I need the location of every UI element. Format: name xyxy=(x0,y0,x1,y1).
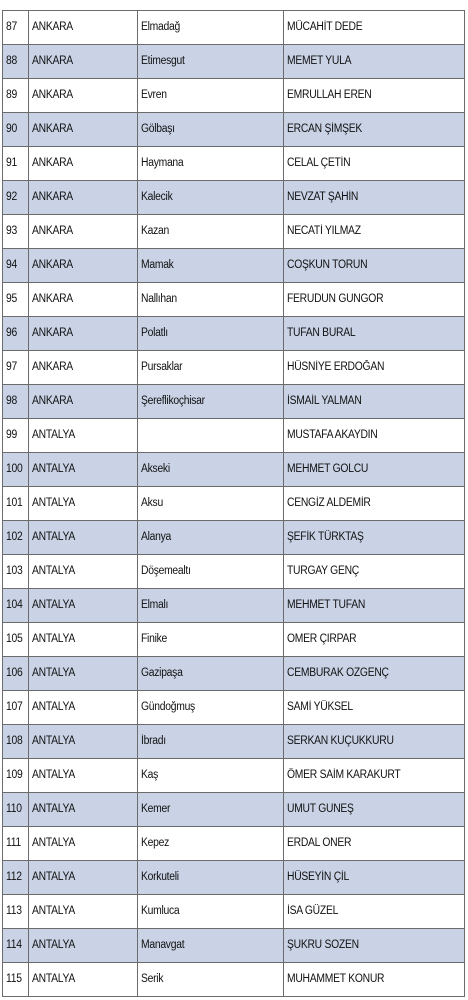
table-row xyxy=(3,657,465,691)
province-cell xyxy=(29,113,138,146)
district-cell xyxy=(138,861,285,894)
mayor-name-cell-text: CELAL ÇETİN xyxy=(287,157,351,169)
district-cell-text: Gündoğmuş xyxy=(140,701,195,713)
province-cell-text: ANTALYA xyxy=(31,633,75,645)
district-cell xyxy=(138,487,285,520)
row-number-cell-text: 114 xyxy=(6,939,22,951)
mayor-name-cell xyxy=(284,521,465,554)
mayor-name-cell xyxy=(284,45,465,78)
row-number-cell-text: 92 xyxy=(6,191,17,203)
province-cell xyxy=(29,283,138,316)
district-cell xyxy=(138,351,285,384)
mayor-name-cell xyxy=(284,385,465,418)
table-row xyxy=(3,11,465,45)
mayor-name-cell-text: MEMET YULA xyxy=(287,55,352,67)
province-cell-text: ANKARA xyxy=(31,225,73,237)
mayor-name-cell-text: MUHAMMET KONUR xyxy=(287,973,385,985)
province-cell-text: ANTALYA xyxy=(31,701,75,713)
row-number-cell-text: 105 xyxy=(6,633,23,645)
table-row xyxy=(3,385,465,419)
table-row xyxy=(3,861,465,895)
row-number-cell xyxy=(3,351,29,384)
row-number-cell-text: 104 xyxy=(6,599,23,611)
table-row xyxy=(3,895,465,929)
province-cell-text: ANTALYA xyxy=(31,939,75,951)
province-cell xyxy=(29,725,138,758)
province-cell-text: ANTALYA xyxy=(31,769,75,781)
district-cell xyxy=(138,827,285,860)
mayor-name-cell-text: MÜCAHİT DEDE xyxy=(287,21,363,33)
row-number-cell xyxy=(3,793,29,826)
row-number-cell-text: 108 xyxy=(6,735,23,747)
row-number-cell-text: 109 xyxy=(6,769,23,781)
province-cell-text: ANKARA xyxy=(31,55,73,67)
district-cell-text: Aksu xyxy=(140,497,163,509)
province-cell-text: ANKARA xyxy=(31,191,73,203)
province-cell xyxy=(29,963,138,996)
row-number-cell-text: 110 xyxy=(6,803,22,815)
mayor-name-cell-text: MEHMET GÖLCÜ xyxy=(287,463,369,475)
province-cell-text: ANTALYA xyxy=(31,871,75,883)
row-number-cell xyxy=(3,589,29,622)
district-cell xyxy=(138,793,285,826)
table-row xyxy=(3,929,465,963)
district-cell-text: Şereflikoçhisar xyxy=(140,395,205,407)
district-cell xyxy=(138,555,285,588)
results-table xyxy=(2,10,465,997)
province-cell xyxy=(29,929,138,962)
province-cell-text: ANKARA xyxy=(31,395,73,407)
row-number-cell xyxy=(3,555,29,588)
row-number-cell-text: 97 xyxy=(6,361,17,373)
mayor-name-cell-text: CENGİZ ALDEMİR xyxy=(287,497,372,509)
province-cell xyxy=(29,453,138,486)
mayor-name-cell-text: İSMAİL YALMAN xyxy=(287,395,362,407)
district-cell-text: Manavgat xyxy=(140,939,185,951)
district-cell xyxy=(138,249,285,282)
mayor-name-cell xyxy=(284,929,465,962)
province-cell xyxy=(29,589,138,622)
mayor-name-cell xyxy=(284,249,465,282)
province-cell-text: ANKARA xyxy=(31,259,73,271)
province-cell xyxy=(29,419,138,452)
province-cell-text: ANTALYA xyxy=(31,667,75,679)
table-row xyxy=(3,793,465,827)
district-cell-text: Elmalı xyxy=(140,599,168,611)
province-cell-text: ANKARA xyxy=(31,327,73,339)
mayor-name-cell-text: ERDAL ÖNER xyxy=(287,837,352,849)
row-number-cell xyxy=(3,11,29,44)
province-cell-text: ANTALYA xyxy=(31,803,75,815)
district-cell xyxy=(138,215,285,248)
table-row xyxy=(3,419,465,453)
row-number-cell xyxy=(3,623,29,656)
table-row xyxy=(3,487,465,521)
row-number-cell xyxy=(3,827,29,860)
row-number-cell-text: 93 xyxy=(6,225,17,237)
mayor-name-cell-text: ERCAN ŞİMŞEK xyxy=(287,123,363,135)
province-cell xyxy=(29,79,138,112)
mayor-name-cell-text: NEVZAT ŞAHİN xyxy=(287,191,359,203)
district-cell-text: Elmadağ xyxy=(140,21,180,33)
province-cell-text: ANTALYA xyxy=(31,463,75,475)
province-cell xyxy=(29,215,138,248)
district-cell xyxy=(138,181,285,214)
row-number-cell xyxy=(3,147,29,180)
province-cell-text: ANKARA xyxy=(31,361,73,373)
row-number-cell-text: 112 xyxy=(6,871,22,883)
table-row xyxy=(3,79,465,113)
row-number-cell-text: 96 xyxy=(6,327,17,339)
table-row xyxy=(3,963,465,997)
row-number-cell-text: 101 xyxy=(6,497,23,509)
mayor-name-cell xyxy=(284,725,465,758)
row-number-cell xyxy=(3,283,29,316)
mayor-name-cell-text: CEMBURAK ÖZGENÇ xyxy=(287,667,390,679)
mayor-name-cell-text: FERUDUN GÜNGÖR xyxy=(287,293,384,305)
mayor-name-cell-text: MEHMET TUFAN xyxy=(287,599,366,611)
row-number-cell-text: 89 xyxy=(6,89,17,101)
table-row xyxy=(3,113,465,147)
district-cell xyxy=(138,657,285,690)
district-cell-text: Korkuteli xyxy=(140,871,179,883)
province-cell-text: ANTALYA xyxy=(31,497,75,509)
province-cell xyxy=(29,759,138,792)
province-cell xyxy=(29,487,138,520)
table-row xyxy=(3,215,465,249)
row-number-cell-text: 99 xyxy=(6,429,17,441)
row-number-cell xyxy=(3,419,29,452)
row-number-cell xyxy=(3,657,29,690)
province-cell xyxy=(29,11,138,44)
mayor-name-cell-text: MUSTAFA AKAYDIN xyxy=(287,429,378,441)
province-cell xyxy=(29,317,138,350)
row-number-cell xyxy=(3,691,29,724)
table-row xyxy=(3,351,465,385)
table-row xyxy=(3,521,465,555)
province-cell xyxy=(29,793,138,826)
district-cell xyxy=(138,283,285,316)
district-cell xyxy=(138,317,285,350)
mayor-name-cell xyxy=(284,215,465,248)
district-cell-text: Akseki xyxy=(140,463,170,475)
mayor-name-cell xyxy=(284,861,465,894)
district-cell xyxy=(138,759,285,792)
province-cell-text: ANTALYA xyxy=(31,429,75,441)
district-cell-text: Mamak xyxy=(140,259,174,271)
district-cell xyxy=(138,147,285,180)
district-cell-text: Haymana xyxy=(140,157,184,169)
row-number-cell xyxy=(3,453,29,486)
mayor-name-cell xyxy=(284,79,465,112)
province-cell-text: ANKARA xyxy=(31,21,73,33)
row-number-cell-text: 98 xyxy=(6,395,17,407)
district-cell xyxy=(138,589,285,622)
province-cell xyxy=(29,45,138,78)
province-cell-text: ANTALYA xyxy=(31,565,75,577)
row-number-cell xyxy=(3,725,29,758)
mayor-name-cell-text: TURGAY GENÇ xyxy=(287,565,360,577)
table-row xyxy=(3,691,465,725)
province-cell-text: ANKARA xyxy=(31,89,73,101)
district-cell xyxy=(138,45,285,78)
province-cell xyxy=(29,385,138,418)
row-number-cell xyxy=(3,487,29,520)
row-number-cell-text: 91 xyxy=(6,157,17,169)
row-number-cell xyxy=(3,521,29,554)
row-number-cell xyxy=(3,113,29,146)
district-cell xyxy=(138,725,285,758)
row-number-cell-text: 100 xyxy=(6,463,23,475)
district-cell xyxy=(138,79,285,112)
table-row xyxy=(3,147,465,181)
row-number-cell xyxy=(3,385,29,418)
mayor-name-cell-text: SERKAN KÜÇÜKKURU xyxy=(287,735,395,747)
province-cell xyxy=(29,521,138,554)
mayor-name-cell xyxy=(284,11,465,44)
row-number-cell-text: 111 xyxy=(6,837,21,849)
mayor-name-cell xyxy=(284,419,465,452)
district-cell-text: Etimesgut xyxy=(140,55,185,67)
table-row xyxy=(3,283,465,317)
row-number-cell xyxy=(3,317,29,350)
row-number-cell-text: 95 xyxy=(6,293,17,305)
mayor-name-cell-text: NECATİ YILMAZ xyxy=(287,225,362,237)
mayor-name-cell-text: ŞÜKRÜ SÖZEN xyxy=(287,939,360,951)
table-row xyxy=(3,623,465,657)
mayor-name-cell xyxy=(284,147,465,180)
row-number-cell-text: 88 xyxy=(6,55,17,67)
province-cell xyxy=(29,895,138,928)
mayor-name-cell xyxy=(284,793,465,826)
mayor-name-cell xyxy=(284,589,465,622)
district-cell xyxy=(138,895,285,928)
mayor-name-cell xyxy=(284,283,465,316)
table-row xyxy=(3,759,465,793)
district-cell-text: Evren xyxy=(140,89,167,101)
district-cell-text: Serik xyxy=(140,973,163,985)
row-number-cell-text: 115 xyxy=(6,973,22,985)
province-cell-text: ANTALYA xyxy=(31,973,75,985)
row-number-cell-text: 103 xyxy=(6,565,23,577)
row-number-cell-text: 102 xyxy=(6,531,23,543)
mayor-name-cell xyxy=(284,181,465,214)
mayor-name-cell-text: HÜSNİYE ERDOĞAN xyxy=(287,361,385,373)
mayor-name-cell xyxy=(284,691,465,724)
district-cell-text: Finike xyxy=(140,633,167,645)
row-number-cell-text: 87 xyxy=(6,21,17,33)
table-row xyxy=(3,45,465,79)
province-cell xyxy=(29,555,138,588)
mayor-name-cell xyxy=(284,657,465,690)
row-number-cell-text: 107 xyxy=(6,701,23,713)
district-cell xyxy=(138,691,285,724)
district-cell xyxy=(138,385,285,418)
district-cell-text: Pursaklar xyxy=(140,361,183,373)
district-cell xyxy=(138,453,285,486)
district-cell-text: İbradı xyxy=(140,735,166,747)
mayor-name-cell-text: ÖMER SAİM KARAKURT xyxy=(287,769,401,781)
row-number-cell xyxy=(3,215,29,248)
row-number-cell xyxy=(3,249,29,282)
district-cell-text: Kazan xyxy=(140,225,169,237)
row-number-cell xyxy=(3,181,29,214)
row-number-cell-text: 94 xyxy=(6,259,17,271)
row-number-cell-text: 106 xyxy=(6,667,23,679)
district-cell xyxy=(138,419,285,452)
mayor-name-cell xyxy=(284,759,465,792)
table-row xyxy=(3,555,465,589)
province-cell-text: ANTALYA xyxy=(31,531,75,543)
row-number-cell xyxy=(3,79,29,112)
row-number-cell xyxy=(3,861,29,894)
province-cell xyxy=(29,181,138,214)
district-cell xyxy=(138,929,285,962)
table-row xyxy=(3,453,465,487)
district-cell-text: Kemer xyxy=(140,803,170,815)
table-row xyxy=(3,827,465,861)
table-row xyxy=(3,317,465,351)
mayor-name-cell-text: COŞKUN TORUN xyxy=(287,259,368,271)
mayor-name-cell-text: İSA GÜZEL xyxy=(287,905,339,917)
province-cell-text: ANTALYA xyxy=(31,905,75,917)
mayor-name-cell xyxy=(284,351,465,384)
mayor-name-cell-text: TUFAN BURAL xyxy=(287,327,356,339)
province-cell xyxy=(29,351,138,384)
mayor-name-cell-text: ÖMER ÇIRPAR xyxy=(287,633,357,645)
district-cell-text: Gazipaşa xyxy=(140,667,183,679)
mayor-name-cell xyxy=(284,317,465,350)
table-row xyxy=(3,249,465,283)
province-cell xyxy=(29,147,138,180)
row-number-cell xyxy=(3,45,29,78)
province-cell-text: ANTALYA xyxy=(31,735,75,747)
district-cell-text: Alanya xyxy=(140,531,171,543)
province-cell xyxy=(29,657,138,690)
table-row xyxy=(3,589,465,623)
mayor-name-cell xyxy=(284,827,465,860)
province-cell xyxy=(29,827,138,860)
district-cell-text: Kalecik xyxy=(140,191,173,203)
province-cell-text: ANTALYA xyxy=(31,599,75,611)
mayor-name-cell-text: HÜSEYİN ÇİL xyxy=(287,871,350,883)
district-cell-text: Döşemealtı xyxy=(140,565,191,577)
province-cell-text: ANTALYA xyxy=(31,837,75,849)
province-cell xyxy=(29,249,138,282)
mayor-name-cell xyxy=(284,113,465,146)
district-cell-text: Kumluca xyxy=(140,905,180,917)
mayor-name-cell-text: ŞEFİK TÜRKTAŞ xyxy=(287,531,365,543)
row-number-cell xyxy=(3,963,29,996)
row-number-cell xyxy=(3,929,29,962)
row-number-cell xyxy=(3,759,29,792)
mayor-name-cell xyxy=(284,555,465,588)
district-cell xyxy=(138,113,285,146)
province-cell xyxy=(29,691,138,724)
table-row xyxy=(3,725,465,759)
province-cell-text: ANKARA xyxy=(31,123,73,135)
province-cell-text: ANKARA xyxy=(31,157,73,169)
district-cell-text: Gölbaşı xyxy=(140,123,175,135)
district-cell-text: Polatlı xyxy=(140,327,168,339)
district-cell xyxy=(138,623,285,656)
district-cell xyxy=(138,11,285,44)
mayor-name-cell xyxy=(284,487,465,520)
district-cell xyxy=(138,521,285,554)
district-cell-text: Kepez xyxy=(140,837,169,849)
mayor-name-cell-text: EMRULLAH EREN xyxy=(287,89,372,101)
mayor-name-cell xyxy=(284,453,465,486)
district-cell xyxy=(138,963,285,996)
row-number-cell xyxy=(3,895,29,928)
province-cell-text: ANKARA xyxy=(31,293,73,305)
district-cell-text: Kaş xyxy=(140,769,158,781)
row-number-cell-text: 113 xyxy=(6,905,22,917)
mayor-name-cell xyxy=(284,963,465,996)
district-cell-text: Nallıhan xyxy=(140,293,177,305)
province-cell xyxy=(29,623,138,656)
mayor-name-cell-text: SAMİ YÜKSEL xyxy=(287,701,354,713)
mayor-name-cell xyxy=(284,623,465,656)
mayor-name-cell-text: UMUT GÜNEŞ xyxy=(287,803,355,815)
province-cell xyxy=(29,861,138,894)
table-row xyxy=(3,181,465,215)
mayor-name-cell xyxy=(284,895,465,928)
row-number-cell-text: 90 xyxy=(6,123,17,135)
